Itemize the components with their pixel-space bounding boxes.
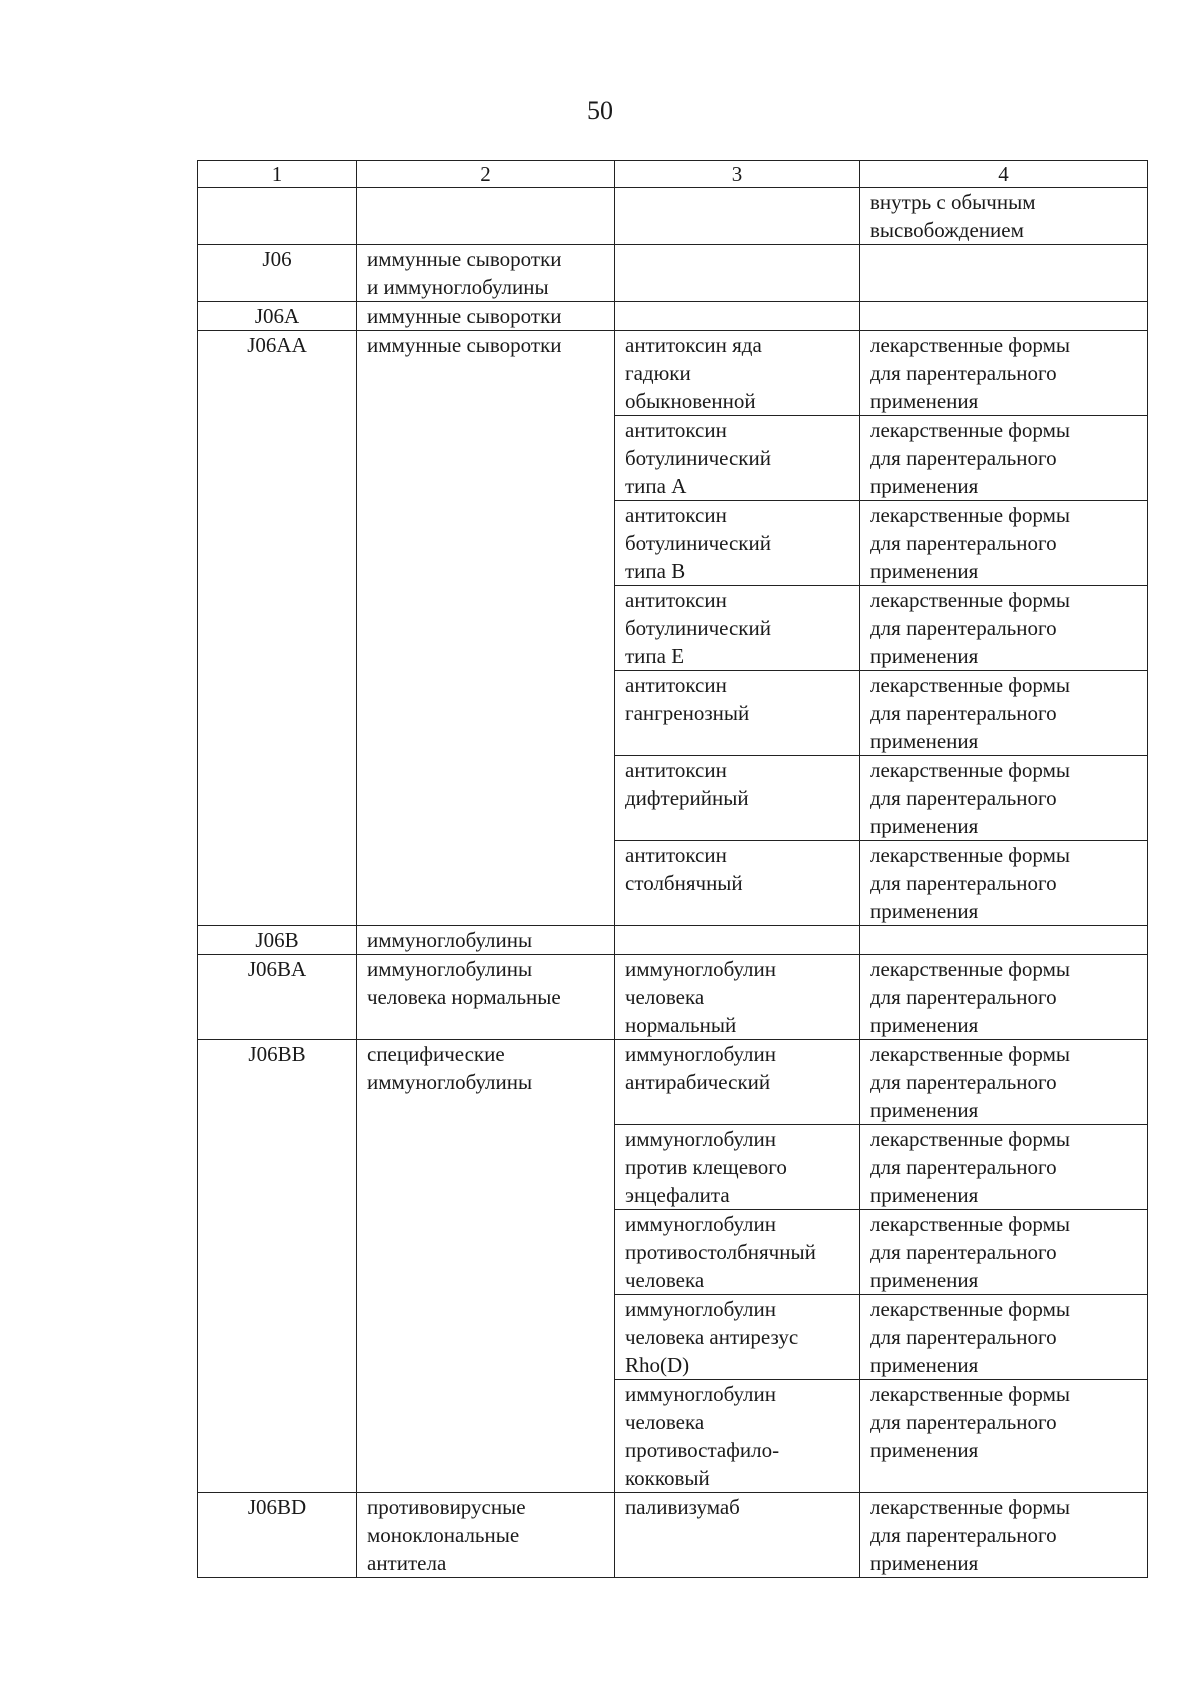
drug-line: типа Е — [625, 644, 685, 668]
drug-cell — [615, 245, 860, 302]
form-line: применения — [870, 814, 979, 838]
form-line: лекарственные формы — [870, 503, 1070, 527]
group-cell — [357, 188, 615, 245]
group-line: и иммуноглобулины — [367, 275, 549, 299]
column-header: 2 — [357, 161, 615, 188]
column-header: 1 — [198, 161, 357, 188]
form-cell — [860, 331, 1148, 416]
drug-line: гадюки — [625, 361, 691, 385]
group-line: моноклональные — [367, 1523, 520, 1547]
form-line: применения — [870, 1551, 979, 1575]
form-line: для парентерального — [870, 1325, 1057, 1349]
drug-cell — [615, 1493, 860, 1578]
drug-line: типа А — [625, 474, 687, 498]
table-row — [198, 1040, 1148, 1125]
drug-line: антитоксин — [625, 758, 727, 782]
form-cell — [860, 841, 1148, 926]
drug-line: иммуноглобулин — [625, 1212, 776, 1236]
form-cell — [860, 302, 1148, 331]
atc-code-cell — [198, 188, 357, 245]
form-cell — [860, 586, 1148, 671]
drug-line: паливизумаб — [625, 1495, 740, 1519]
drug-line: ботулинический — [625, 616, 771, 640]
form-line: применения — [870, 644, 979, 668]
atc-code-cell: J06BD — [198, 1493, 357, 1578]
form-line: для парентерального — [870, 1240, 1057, 1264]
form-line: лекарственные формы — [870, 1212, 1070, 1236]
table-row — [198, 188, 1148, 245]
form-line: применения — [870, 559, 979, 583]
drug-line: против клещевого — [625, 1155, 787, 1179]
drug-line: кокковый — [625, 1466, 710, 1490]
form-cell — [860, 1493, 1148, 1578]
drug-line: человека — [625, 1410, 705, 1434]
atc-code-cell: J06BA — [198, 955, 357, 1040]
drug-line: иммуноглобулин — [625, 1382, 776, 1406]
drug-cell — [615, 926, 860, 955]
form-line: для парентерального — [870, 1070, 1057, 1094]
group-line: иммунные сыворотки — [367, 247, 562, 271]
form-line: лекарственные формы — [870, 957, 1070, 981]
form-cell — [860, 1295, 1148, 1380]
atc-code-cell: J06A — [198, 302, 357, 331]
form-line: лекарственные формы — [870, 333, 1070, 357]
drug-line: типа В — [625, 559, 686, 583]
drug-cell — [615, 1210, 860, 1295]
form-line: для парентерального — [870, 985, 1057, 1009]
form-cell — [860, 245, 1148, 302]
form-line: применения — [870, 899, 979, 923]
form-line: для парентерального — [870, 786, 1057, 810]
drug-cell — [615, 841, 860, 926]
form-line: лекарственные формы — [870, 588, 1070, 612]
drug-line: иммуноглобулин — [625, 1042, 776, 1066]
drug-line: человека — [625, 985, 705, 1009]
group-cell — [357, 926, 615, 955]
column-header: 3 — [615, 161, 860, 188]
group-cell — [357, 1493, 615, 1578]
drug-line: антитоксин — [625, 843, 727, 867]
form-line: лекарственные формы — [870, 1127, 1070, 1151]
atc-code-cell: J06AA — [198, 331, 357, 926]
form-line: лекарственные формы — [870, 1382, 1070, 1406]
group-line: противовирусные — [367, 1495, 526, 1519]
drug-cell — [615, 416, 860, 501]
drug-line: иммуноглобулин — [625, 957, 776, 981]
form-line: применения — [870, 1013, 979, 1037]
form-line: лекарственные формы — [870, 1042, 1070, 1066]
form-line: внутрь с обычным — [870, 190, 1036, 214]
drug-line: человека антирезус — [625, 1325, 799, 1349]
table-row — [198, 331, 1148, 416]
form-line: лекарственные формы — [870, 1297, 1070, 1321]
drug-cell — [615, 1125, 860, 1210]
form-line: применения — [870, 1183, 979, 1207]
drug-line: антитоксин — [625, 588, 727, 612]
drug-line: противостолбнячный — [625, 1240, 816, 1264]
drug-cell — [615, 188, 860, 245]
form-line: для парентерального — [870, 616, 1057, 640]
group-line: антитела — [367, 1551, 447, 1575]
drug-cell — [615, 1040, 860, 1125]
form-line: применения — [870, 474, 979, 498]
form-cell — [860, 1125, 1148, 1210]
column-header: 4 — [860, 161, 1148, 188]
form-line: лекарственные формы — [870, 843, 1070, 867]
form-line: для парентерального — [870, 531, 1057, 555]
group-line: иммуноглобулины — [367, 957, 533, 981]
table-row — [198, 1493, 1148, 1578]
form-line: для парентерального — [870, 1155, 1057, 1179]
group-cell — [357, 1040, 615, 1493]
form-line: лекарственные формы — [870, 418, 1070, 442]
form-line: применения — [870, 729, 979, 753]
drug-cell — [615, 1380, 860, 1493]
drug-cell — [615, 955, 860, 1040]
form-line: для парентерального — [870, 1410, 1057, 1434]
form-line: применения — [870, 1098, 979, 1122]
form-line: для парентерального — [870, 701, 1057, 725]
drug-cell — [615, 671, 860, 756]
form-cell — [860, 756, 1148, 841]
atc-code-cell: J06B — [198, 926, 357, 955]
form-line: высвобождением — [870, 218, 1024, 242]
table-row — [198, 245, 1148, 302]
group-cell — [357, 302, 615, 331]
form-line: для парентерального — [870, 446, 1057, 470]
table-row — [198, 926, 1148, 955]
group-line: иммунные сыворотки — [367, 333, 562, 357]
form-line: лекарственные формы — [870, 1495, 1070, 1519]
drug-line: антитоксин — [625, 503, 727, 527]
form-line: для парентерального — [870, 1523, 1057, 1547]
drug-cell — [615, 756, 860, 841]
drug-cell — [615, 586, 860, 671]
form-line: для парентерального — [870, 361, 1057, 385]
form-line: лекарственные формы — [870, 758, 1070, 782]
drug-line: антитоксин яда — [625, 333, 762, 357]
form-cell — [860, 1210, 1148, 1295]
form-cell — [860, 926, 1148, 955]
drug-cell — [615, 331, 860, 416]
table-row — [198, 955, 1148, 1040]
table-row — [198, 302, 1148, 331]
group-line: человека нормальные — [367, 985, 561, 1009]
form-line: для парентерального — [870, 871, 1057, 895]
drug-line: обыкновенной — [625, 389, 756, 413]
drug-classification-table — [197, 160, 1148, 1578]
atc-code-cell: J06BB — [198, 1040, 357, 1493]
drug-line: иммуноглобулин — [625, 1297, 776, 1321]
form-line: применения — [870, 1438, 979, 1462]
group-cell — [357, 331, 615, 926]
drug-line: антитоксин — [625, 418, 727, 442]
atc-code-cell: J06 — [198, 245, 357, 302]
form-line: применения — [870, 1353, 979, 1377]
group-line: иммунные сыворотки — [367, 304, 562, 328]
form-line: применения — [870, 389, 979, 413]
drug-line: дифтерийный — [625, 786, 749, 810]
group-cell — [357, 955, 615, 1040]
form-line: применения — [870, 1268, 979, 1292]
drug-line: ботулинический — [625, 531, 771, 555]
drug-cell — [615, 302, 860, 331]
form-cell — [860, 188, 1148, 245]
group-line: специфические — [367, 1042, 505, 1066]
form-cell — [860, 1040, 1148, 1125]
drug-line: ботулинический — [625, 446, 771, 470]
drug-cell — [615, 1295, 860, 1380]
drug-line: человека — [625, 1268, 705, 1292]
form-cell — [860, 671, 1148, 756]
drug-line: столбнячный — [625, 871, 743, 895]
group-cell — [357, 245, 615, 302]
group-line: иммуноглобулины — [367, 1070, 533, 1094]
form-cell — [860, 1380, 1148, 1493]
form-cell — [860, 416, 1148, 501]
drug-line: нормальный — [625, 1013, 737, 1037]
form-line: лекарственные формы — [870, 673, 1070, 697]
form-cell — [860, 501, 1148, 586]
form-cell — [860, 955, 1148, 1040]
page-number: 50 — [587, 96, 613, 125]
header-row — [198, 161, 1148, 188]
drug-line: антирабический — [625, 1070, 771, 1094]
drug-line: энцефалита — [625, 1183, 730, 1207]
drug-line: Rho(D) — [625, 1353, 690, 1377]
drug-cell — [615, 501, 860, 586]
drug-line: иммуноглобулин — [625, 1127, 776, 1151]
drug-line: противостафило- — [625, 1438, 780, 1462]
drug-line: гангренозный — [625, 701, 750, 725]
drug-line: антитоксин — [625, 673, 727, 697]
group-line: иммуноглобулины — [367, 928, 533, 952]
